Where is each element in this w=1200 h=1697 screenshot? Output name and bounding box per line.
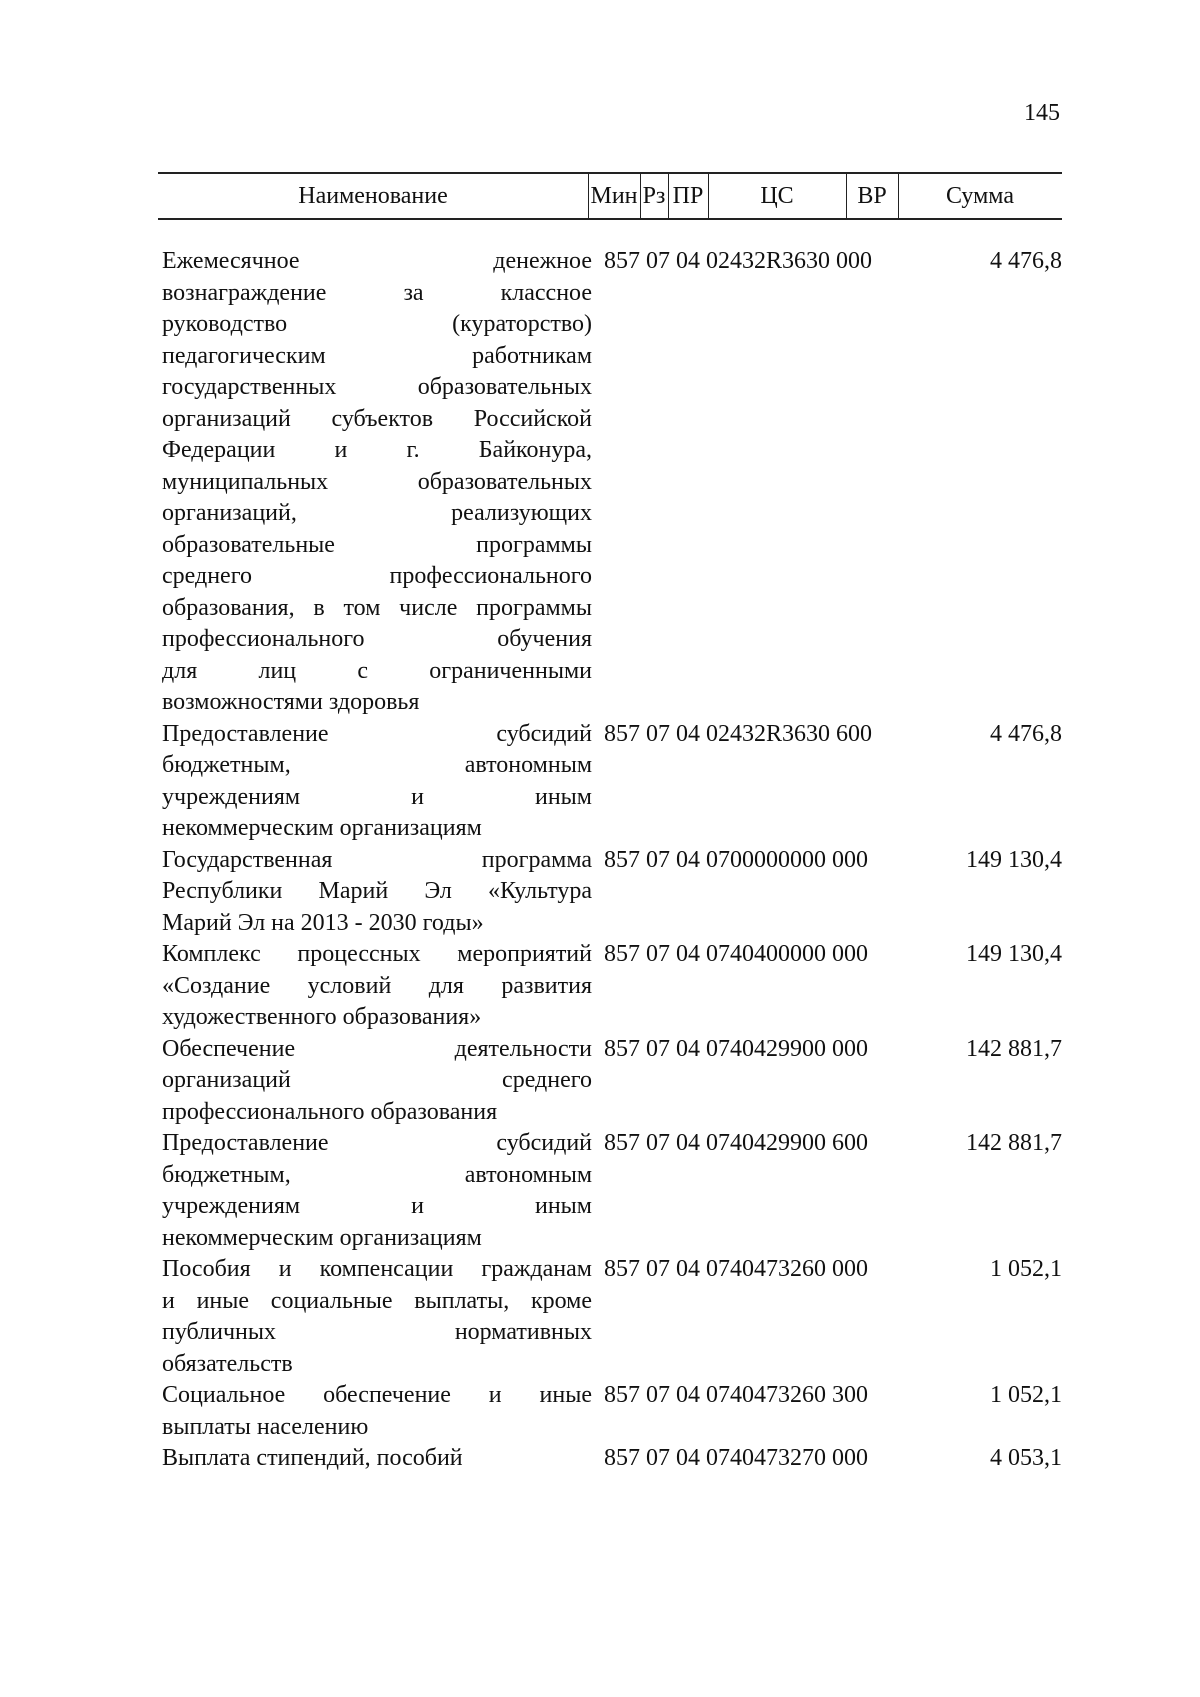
row-code-rz: 07	[646, 1445, 670, 1471]
row-name	[162, 1443, 592, 1475]
row-code-pr: 04	[676, 1130, 700, 1156]
table-row	[162, 1128, 1062, 1254]
row-sum: 142 881,7	[966, 1130, 1062, 1156]
row-code-cs: 0740429900	[706, 1035, 826, 1062]
row-codes	[592, 1128, 904, 1254]
row-code-vr: 000	[832, 1445, 868, 1471]
row-code-vr: 000	[832, 941, 868, 967]
row-name-line: бюджетным, автономным	[162, 1161, 592, 1188]
header-pr: ПР	[672, 183, 704, 209]
row-code-rz: 07	[646, 1382, 670, 1408]
row-code-cs: 0740473260	[706, 1256, 826, 1282]
row-code-vr: 000	[832, 846, 868, 873]
row-name-line: для лиц с ограниченными	[162, 657, 592, 684]
row-name	[162, 845, 592, 940]
row-name	[162, 939, 592, 1034]
row-code-min: 857	[604, 1035, 640, 1062]
row-code-rz: 07	[646, 1256, 670, 1282]
row-name-line: Пособия и компенсации гражданам	[162, 1256, 592, 1282]
row-code-min: 857	[604, 1445, 640, 1471]
row-code-min: 857	[604, 1256, 640, 1282]
row-name-line: профессионального обучения	[162, 626, 592, 652]
row-sum: 1 052,1	[990, 1256, 1062, 1282]
row-name-line: Государственная программа	[162, 846, 592, 873]
row-name-line: государственных образовательных	[162, 374, 592, 400]
row-sum: 142 881,7	[966, 1035, 1062, 1062]
row-code-rz: 07	[646, 846, 670, 873]
row-code-pr: 04	[676, 941, 700, 967]
row-name-line: обязательств	[162, 1350, 293, 1377]
row-name-line: Марий Эл на 2013 - 2030 годы»	[162, 909, 484, 936]
row-code-min: 857	[604, 1382, 640, 1408]
row-sum: 4 053,1	[990, 1445, 1062, 1471]
row-code-rz: 07	[646, 1130, 670, 1156]
row-code-rz: 07	[646, 720, 670, 747]
row-name-line: среднего профессионального	[162, 563, 592, 589]
row-code-cs: 0700000000	[706, 846, 826, 873]
row-code-cs: 0740473260	[706, 1382, 826, 1408]
table-row	[162, 719, 1062, 845]
row-name-line: публичных нормативных	[162, 1319, 592, 1345]
row-code-min: 857	[604, 846, 640, 873]
row-code-pr: 04	[676, 1445, 700, 1471]
table-row	[162, 1380, 1062, 1443]
row-code-cs: 0740429900	[706, 1130, 826, 1156]
row-name-line: Предоставление субсидий	[162, 720, 592, 747]
row-sum: 149 130,4	[966, 941, 1062, 967]
row-code-cs: 0740473270	[706, 1445, 826, 1471]
row-name-line: Республики Марий Эл «Культура	[162, 878, 592, 904]
row-codes	[592, 939, 904, 1034]
row-name-line: Обеспечение деятельности	[162, 1035, 592, 1062]
row-codes	[592, 719, 904, 845]
table-header	[158, 172, 1062, 220]
row-code-rz: 07	[646, 941, 670, 967]
row-name-line: учреждениям и иным	[162, 783, 592, 810]
row-codes	[592, 845, 904, 940]
row-name-line: некоммерческим организациям	[162, 1224, 482, 1251]
row-name-line: организаций среднего	[162, 1067, 592, 1093]
row-codes	[592, 1443, 904, 1475]
header-vr: ВР	[857, 183, 887, 209]
row-code-rz: 07	[646, 1035, 670, 1062]
header-rz: Рз	[642, 183, 666, 209]
row-name-line: педагогическим работникам	[162, 342, 592, 369]
row-code-vr: 000	[836, 248, 873, 274]
table-row	[162, 939, 1062, 1034]
row-name-line: руководство (кураторство)	[162, 311, 592, 337]
row-name-line: вознаграждение за классное	[162, 279, 592, 306]
row-code-min: 857	[604, 248, 640, 274]
row-name-line: образования, в том числе программы	[162, 594, 592, 621]
row-name-line: Комплекс процессных мероприятий	[162, 941, 592, 967]
row-name-line: учреждениям и иным	[162, 1193, 592, 1219]
row-codes	[592, 246, 904, 719]
row-name-line: Выплата стипендий, пособий	[162, 1445, 463, 1471]
row-code-vr: 300	[832, 1382, 868, 1408]
row-code-cs: 02432R3630	[706, 720, 831, 747]
row-name-line: выплаты населению	[162, 1413, 369, 1440]
row-sum: 4 476,8	[990, 248, 1062, 274]
header-min: Мин	[590, 183, 638, 209]
row-code-min: 857	[604, 1130, 640, 1156]
row-name-line: некоммерческим организациям	[162, 815, 482, 841]
table-row	[162, 1254, 1062, 1380]
row-name-line: Федерации и г. Байконура,	[162, 437, 592, 463]
row-sum: 4 476,8	[990, 720, 1062, 747]
row-name	[162, 1034, 592, 1129]
row-sum: 149 130,4	[966, 846, 1062, 873]
row-name-line: организаций субъектов Российской	[162, 405, 592, 432]
table-row	[162, 246, 1062, 719]
row-code-pr: 04	[676, 1035, 700, 1062]
row-name-line: «Создание условий для развития	[162, 972, 592, 999]
header-name: Наименование	[298, 183, 448, 209]
row-name-line: профессионального образования	[162, 1098, 498, 1125]
row-name-line: и иные социальные выплаты, кроме	[162, 1287, 592, 1314]
table-row	[162, 1443, 1062, 1475]
row-name-line: художественного образования»	[162, 1004, 482, 1030]
row-name-line: Ежемесячное денежное	[162, 248, 592, 274]
row-code-pr: 04	[676, 248, 700, 274]
row-name-line: муниципальных образовательных	[162, 468, 592, 495]
row-code-min: 857	[604, 720, 640, 747]
row-code-vr: 000	[832, 1035, 868, 1062]
header-cs: ЦС	[760, 183, 794, 209]
row-code-cs: 0740400000	[706, 941, 826, 967]
row-name-line: бюджетным, автономным	[162, 752, 592, 778]
table-row	[162, 845, 1062, 940]
row-code-min: 857	[604, 941, 640, 967]
page-number: 145	[1024, 100, 1060, 126]
row-name	[162, 1128, 592, 1254]
row-code-pr: 04	[676, 846, 700, 873]
row-name	[162, 719, 592, 845]
row-name-line: организаций, реализующих	[162, 500, 592, 526]
row-code-vr: 000	[832, 1256, 868, 1282]
row-sum: 1 052,1	[990, 1382, 1062, 1408]
row-name	[162, 1380, 592, 1443]
row-code-pr: 04	[676, 1382, 700, 1408]
row-codes	[592, 1380, 904, 1443]
row-name-line: Предоставление субсидий	[162, 1130, 592, 1156]
row-name-line: возможностями здоровья	[162, 689, 420, 715]
row-code-rz: 07	[646, 248, 670, 274]
row-name-line: Социальное обеспечение и иные	[162, 1382, 592, 1408]
header-sum: Сумма	[946, 183, 1014, 209]
table-body	[162, 246, 1062, 1475]
row-name	[162, 246, 592, 719]
row-code-vr: 600	[832, 1130, 868, 1156]
row-code-pr: 04	[676, 720, 700, 747]
row-code-cs: 02432R3630	[706, 248, 831, 274]
row-code-vr: 600	[836, 720, 873, 747]
row-name	[162, 1254, 592, 1380]
table-row	[162, 1034, 1062, 1129]
row-code-pr: 04	[676, 1256, 700, 1282]
row-codes	[592, 1034, 904, 1129]
row-name-line: образовательные программы	[162, 531, 592, 558]
row-codes	[592, 1254, 904, 1380]
